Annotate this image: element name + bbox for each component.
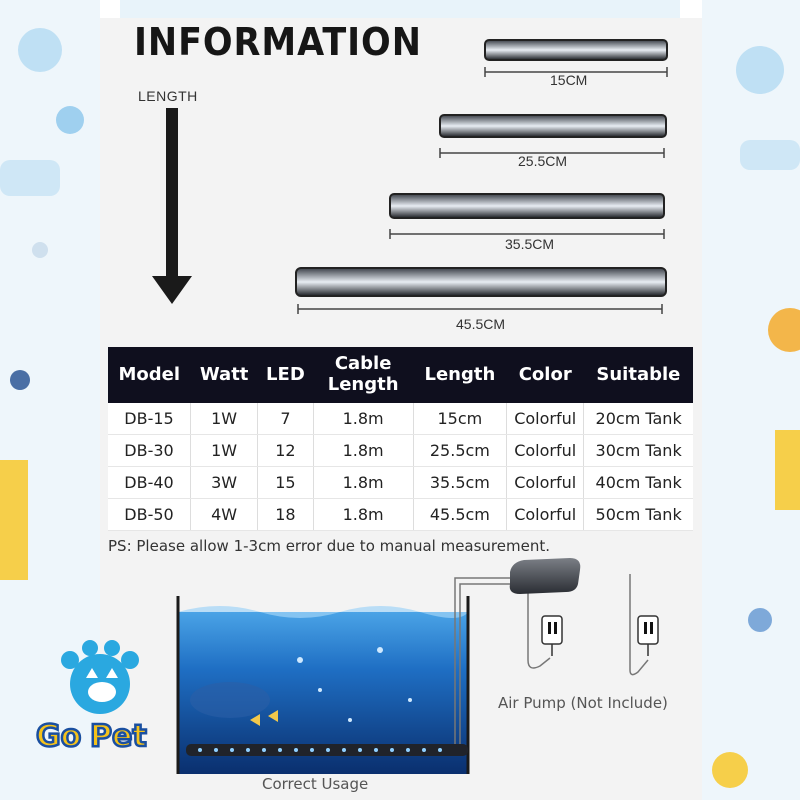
svg-text:Pet: Pet <box>90 719 147 754</box>
length-label: LENGTH <box>138 88 198 104</box>
table-cell: DB-15 <box>108 403 191 435</box>
table-cell: 40cm Tank <box>584 467 693 499</box>
power-plug-icon <box>542 616 562 656</box>
air-pump-label: Air Pump (Not Include) <box>498 694 668 712</box>
table-cell: 50cm Tank <box>584 499 693 531</box>
table-cell: 15cm <box>413 403 507 435</box>
column-header: Model <box>108 347 191 403</box>
table-cell: 45.5cm <box>413 499 507 531</box>
table-cell: DB-50 <box>108 499 191 531</box>
paw-cat-dog-icon <box>61 640 139 714</box>
dimension-label: 15CM <box>550 72 588 88</box>
column-header: Cable Length <box>313 347 413 403</box>
table-cell: 15 <box>258 467 313 499</box>
table-cell: 1.8m <box>313 435 413 467</box>
table-cell: 20cm Tank <box>584 403 693 435</box>
table-cell: Colorful <box>507 499 584 531</box>
correct-usage-label: Correct Usage <box>262 775 369 793</box>
table-cell: 35.5cm <box>413 467 507 499</box>
page-title: INFORMATION <box>134 20 422 64</box>
table-cell: 18 <box>258 499 313 531</box>
table-cell: DB-30 <box>108 435 191 467</box>
power-plug-icon <box>638 616 658 656</box>
dimension-label: 45.5CM <box>456 316 506 332</box>
svg-text:Go: Go <box>36 719 82 754</box>
air-pump-icon <box>510 558 581 594</box>
table-cell: Colorful <box>507 467 584 499</box>
logo-text <box>36 719 147 754</box>
column-header: Color <box>507 347 584 403</box>
column-header: Length <box>413 347 507 403</box>
table-cell: 1W <box>191 403 258 435</box>
table-cell: 3W <box>191 467 258 499</box>
table-cell: 4W <box>191 499 258 531</box>
table-cell: 1.8m <box>313 467 413 499</box>
column-header: LED <box>258 347 313 403</box>
table-cell: 12 <box>258 435 313 467</box>
go-pet-logo <box>30 638 170 764</box>
table-cell: 1W <box>191 435 258 467</box>
table-cell: 7 <box>258 403 313 435</box>
dimension-label: 35.5CM <box>505 236 555 252</box>
table-cell: 25.5cm <box>413 435 507 467</box>
column-header: Watt <box>191 347 258 403</box>
table-cell: Colorful <box>507 403 584 435</box>
table-cell: 1.8m <box>313 403 413 435</box>
column-header: Suitable <box>584 347 693 403</box>
table-cell: 1.8m <box>313 499 413 531</box>
table-cell: 30cm Tank <box>584 435 693 467</box>
aquarium-tank <box>178 596 468 774</box>
dimension-label: 25.5CM <box>518 153 568 169</box>
measurement-note: PS: Please allow 1-3cm error due to manual measurement. <box>108 537 550 555</box>
table-cell: Colorful <box>507 435 584 467</box>
table-cell: DB-40 <box>108 467 191 499</box>
air-tubing <box>455 574 648 744</box>
